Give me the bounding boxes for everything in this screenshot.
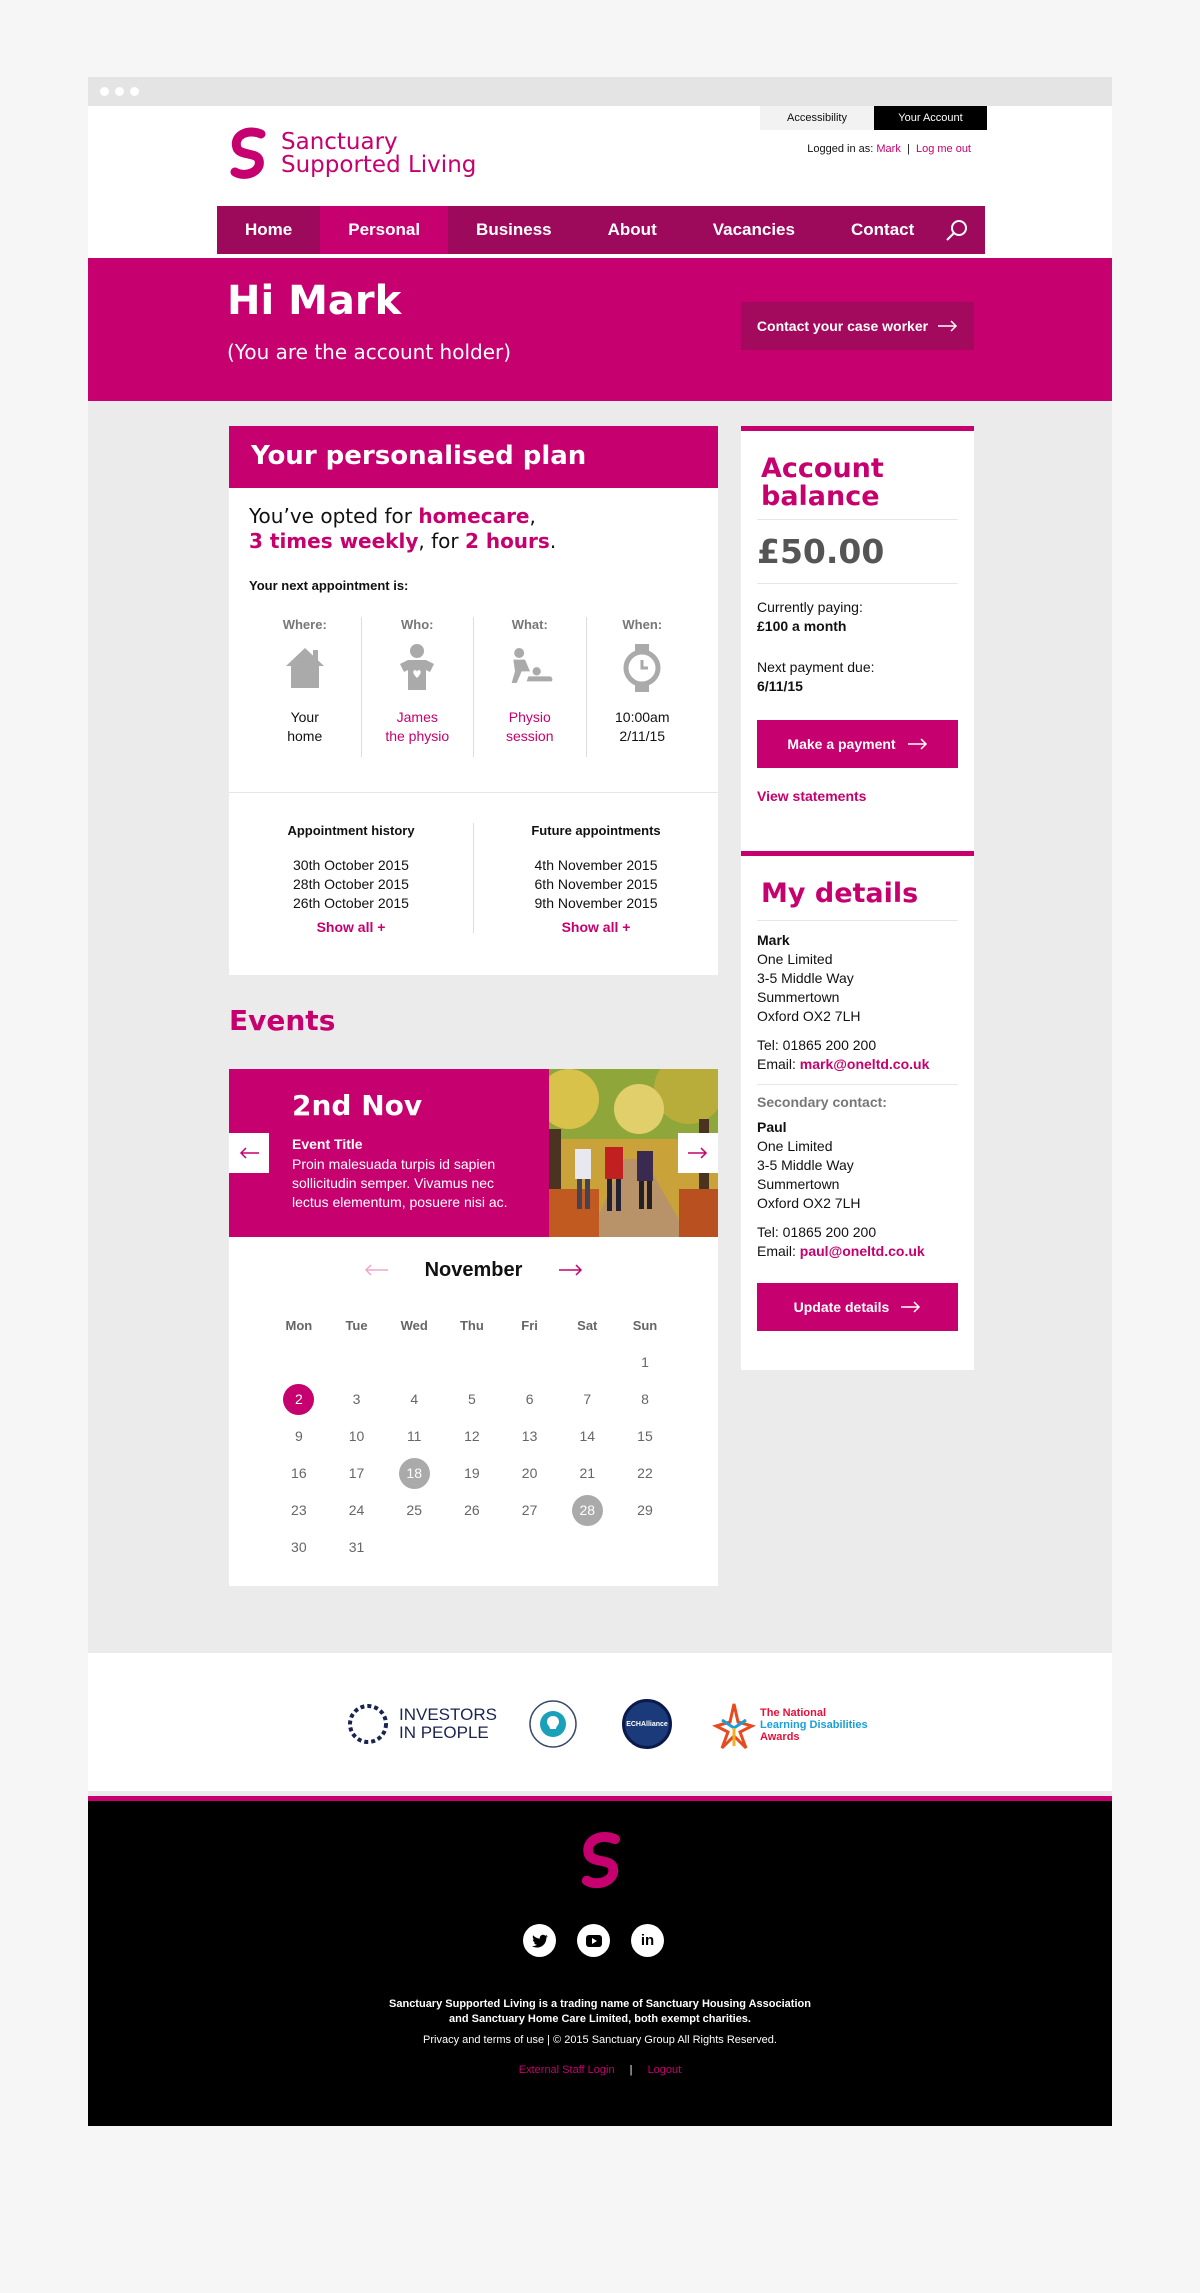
accessibility-link[interactable]: Accessibility (760, 106, 874, 130)
calendar-cell[interactable] (328, 1495, 386, 1526)
update-details-label: Update details (793, 1299, 890, 1315)
event-next-button[interactable] (678, 1133, 718, 1173)
appointment-where (249, 617, 362, 757)
currently-paying-label: Currently paying: (757, 599, 863, 615)
accreditation-logos (88, 1653, 1112, 1791)
brand-name-line1: Sanctuary (281, 129, 398, 155)
next-payment-value: 6/11/15 (757, 678, 803, 694)
event-slide (229, 1069, 718, 1237)
future-item: 4th November 2015 (534, 857, 658, 873)
when-line1: 10:00am (615, 709, 670, 725)
window-chrome (88, 77, 1112, 106)
primary-tel: Tel: 01865 200 200 (757, 1037, 877, 1053)
footer-links (88, 2064, 1112, 2076)
calendar-cell[interactable] (558, 1421, 616, 1452)
my-details-title: My details (761, 878, 919, 909)
logo[interactable] (227, 126, 476, 182)
calendar-cell[interactable] (558, 1495, 616, 1526)
calendar-day[interactable]: 28 (572, 1495, 603, 1526)
what-value[interactable] (506, 708, 553, 746)
site-footer (88, 1796, 1112, 2126)
what-label: What: (511, 617, 548, 632)
hero-banner (88, 258, 1112, 401)
calendar-day[interactable]: 6 (525, 1391, 534, 1407)
calendar-day[interactable]: 12 (464, 1428, 480, 1444)
nlda-line1: The National (760, 1707, 827, 1719)
calendar-cell[interactable] (501, 1495, 559, 1526)
primary-email (741, 1055, 974, 1074)
when-line2: 2/11/15 (619, 728, 666, 744)
laurel-icon (345, 1702, 391, 1746)
where-line1: Your (290, 709, 319, 725)
external-staff-login-link[interactable]: External Staff Login (518, 2064, 615, 2076)
utility-links (760, 106, 987, 130)
calendar-day[interactable]: 26 (464, 1502, 480, 1518)
history-item: 28th October 2015 (293, 876, 409, 892)
plus-icon: + (622, 919, 631, 935)
show-all-label: Show all (316, 919, 374, 935)
arrow-right-icon (938, 320, 958, 332)
email-label: Email: (757, 1243, 800, 1259)
star-figure-icon (712, 1700, 756, 1750)
main-nav (217, 206, 985, 254)
brand-name-line2: Supported Living (281, 152, 477, 178)
carer-icon (392, 642, 442, 694)
footer-logo-icon[interactable] (578, 1830, 626, 1892)
iip-line2: IN PEOPLE (399, 1723, 489, 1742)
event-description: Proin malesuada turpis id sapien sollicitudin semper. Vivamus nec lectus elementum, posuere nisi ac. (292, 1156, 508, 1210)
calendar-cell[interactable] (616, 1384, 674, 1415)
weekday-label: Tue (345, 1318, 368, 1333)
calendar-cell[interactable] (616, 1421, 674, 1452)
title-line2: balance (761, 481, 880, 512)
login-status (807, 143, 971, 155)
watch-icon (617, 642, 667, 694)
calendar-cell[interactable] (328, 1421, 386, 1452)
weekday-label: Thu (459, 1318, 484, 1333)
logged-in-label: Logged in as: (807, 143, 874, 155)
calendar-day[interactable]: 30 (291, 1539, 307, 1555)
account-balance-card (741, 426, 974, 896)
calendar-day[interactable]: 21 (579, 1465, 596, 1481)
calendar-cell[interactable] (558, 1384, 616, 1415)
site-header (88, 106, 1112, 258)
your-account-link[interactable]: Your Account (874, 106, 987, 130)
arrow-left-icon (239, 1147, 259, 1159)
nav-contact[interactable]: Contact (850, 220, 915, 239)
calendar-grid (270, 1307, 674, 1566)
footer-copyright[interactable]: Privacy and terms of use | © 2015 Sanctuary Group All Rights Reserved. (423, 2034, 777, 2046)
contact-case-worker-label: Contact your case worker (756, 318, 929, 334)
iip-line1: INVESTORS (399, 1705, 497, 1724)
weekday-label: Wed (400, 1318, 428, 1333)
plan-duration: 2 hours (464, 529, 550, 553)
where-value (287, 708, 322, 746)
calendar-day[interactable]: 4 (410, 1391, 419, 1407)
youtube-icon[interactable] (577, 1924, 610, 1957)
weekday-label: Mon (285, 1318, 313, 1333)
nlda-line2: Learning Disabilities (760, 1719, 868, 1731)
address-line: Summertown (757, 989, 840, 1005)
calendar-cell[interactable] (558, 1458, 616, 1489)
calendar-day[interactable]: 11 (406, 1428, 422, 1444)
calendar-day[interactable]: 20 (521, 1465, 538, 1481)
calendar-cell[interactable] (270, 1532, 328, 1563)
calendar-cell[interactable] (270, 1421, 328, 1452)
calendar-day[interactable]: 27 (521, 1502, 538, 1518)
footer-legal (88, 1997, 1112, 2027)
email-label: Email: (757, 1056, 800, 1072)
next-payment-label: Next payment due: (757, 659, 875, 675)
calendar-cell[interactable] (385, 1384, 443, 1415)
social-links (523, 1924, 664, 1957)
calendar-day[interactable]: 22 (637, 1465, 653, 1481)
who-value[interactable] (385, 708, 449, 746)
window-dot (115, 87, 124, 96)
who-line1: James (396, 709, 438, 725)
secondary-email-link[interactable]: paul@oneltd.co.uk (799, 1243, 925, 1259)
future-show-all-link[interactable] (474, 919, 718, 935)
plan-service: homecare (418, 504, 530, 528)
arrow-right-icon (688, 1147, 708, 1159)
nav-business[interactable]: Business (476, 220, 552, 239)
history-item: 26th October 2015 (293, 895, 409, 911)
address-line: 3-5 Middle Way (757, 1157, 854, 1173)
event-date: 2nd Nov (292, 1089, 423, 1122)
nav-vacancies[interactable]: Vacancies (712, 220, 795, 239)
calendar-cell[interactable] (270, 1458, 328, 1489)
calendar-week (270, 1418, 674, 1455)
secondary-tel: Tel: 01865 200 200 (757, 1224, 877, 1240)
primary-name: Mark (757, 932, 790, 948)
calendar-cell[interactable] (270, 1495, 328, 1526)
arrow-right-icon (901, 1301, 921, 1313)
secondary-contact-label: Secondary contact: (757, 1094, 887, 1110)
calendar-day[interactable]: 18 (399, 1458, 430, 1489)
calendar-cell[interactable] (443, 1421, 501, 1452)
contact-case-worker-button[interactable] (741, 302, 974, 350)
calendar-day[interactable]: 9 (294, 1428, 303, 1444)
calendar-day[interactable]: 23 (291, 1502, 307, 1518)
address-line: Oxford OX2 7LH (757, 1008, 861, 1024)
search-icon[interactable] (945, 218, 969, 242)
calendar-day[interactable]: 31 (348, 1539, 365, 1555)
primary-email-link[interactable]: mark@oneltd.co.uk (799, 1056, 930, 1072)
my-details-card (741, 851, 974, 1370)
twitter-icon[interactable] (523, 1924, 556, 1957)
history-show-all-link[interactable] (229, 919, 473, 935)
calendar-day[interactable]: 17 (348, 1465, 365, 1481)
legal-line1: Sanctuary Supported Living is a trading name of Sanctuary Housing Association (389, 1998, 811, 2010)
account-holder-note: (You are the account holder) (227, 340, 512, 364)
calendar-day[interactable]: 8 (641, 1391, 649, 1407)
calendar-day[interactable]: 24 (348, 1502, 365, 1518)
balance-amount: £50.00 (757, 532, 885, 571)
echalliance-label: ECHAlliance (626, 1720, 668, 1728)
plan-for-text: , for (418, 529, 465, 553)
history-title: Appointment history (287, 823, 415, 838)
future-appointments (474, 823, 718, 933)
calendar-cell[interactable] (385, 1421, 443, 1452)
weekday-label: Sun (632, 1318, 658, 1333)
plus-icon: + (377, 919, 386, 935)
calendar-cell[interactable] (385, 1495, 443, 1526)
calendar-week (270, 1529, 674, 1566)
arrow-right-icon (908, 738, 928, 750)
nav-personal[interactable]: Personal (320, 206, 448, 254)
calendar-cell[interactable] (616, 1458, 674, 1489)
weekday-label: Fri (521, 1318, 538, 1333)
make-payment-label: Make a payment (787, 736, 896, 752)
calendar-cell[interactable] (385, 1458, 443, 1489)
appointments-lists (229, 793, 718, 933)
calendar-cell[interactable] (443, 1458, 501, 1489)
calendar-week (270, 1344, 674, 1381)
currently-paying-value: £100 a month (757, 618, 847, 634)
calendar-day[interactable]: 14 (579, 1428, 596, 1444)
plan-title: Your personalised plan (229, 426, 718, 488)
housing-innovation-award-logo (528, 1699, 578, 1749)
calendar-header (229, 1259, 718, 1282)
nlda-logo (712, 1700, 868, 1750)
calendar-cell[interactable] (501, 1384, 559, 1415)
show-all-label: Show all (561, 919, 619, 935)
plan-summary (229, 488, 718, 554)
calendar-cell[interactable] (501, 1421, 559, 1452)
calendar-cell[interactable] (443, 1495, 501, 1526)
period: . (549, 529, 557, 553)
nav-home[interactable]: Home (245, 220, 293, 239)
home-icon (280, 642, 330, 694)
events-calendar (229, 1237, 718, 1586)
who-label: Who: (401, 617, 434, 632)
linkedin-icon[interactable]: in (631, 1924, 664, 1957)
calendar-week (270, 1455, 674, 1492)
appointment-history (229, 823, 474, 933)
personalised-plan-card (229, 426, 718, 975)
calendar-day[interactable]: 3 (352, 1391, 361, 1407)
history-item: 30th October 2015 (293, 857, 409, 873)
what-line2: session (506, 728, 554, 744)
footer-logout-link[interactable]: Logout (647, 2064, 682, 2076)
nlda-line3: Awards (760, 1731, 800, 1743)
calendar-day[interactable]: 7 (583, 1391, 592, 1407)
calendar-day[interactable]: 5 (468, 1391, 476, 1407)
plan-frequency: 3 times weekly (249, 529, 419, 553)
secondary-name: Paul (757, 1119, 787, 1135)
plan-intro-text: You’ve opted for (249, 504, 419, 528)
address-line: 3-5 Middle Way (757, 970, 854, 986)
weekday-label: Sat (577, 1318, 598, 1333)
update-details-button[interactable] (757, 1283, 958, 1331)
calendar-cell[interactable] (501, 1458, 559, 1489)
calendar-cell[interactable] (328, 1384, 386, 1415)
weekday-row (270, 1307, 674, 1344)
legal-line2: and Sanctuary Home Care Limited, both exempt charities. (449, 2013, 751, 2025)
calendar-month: November (424, 1259, 523, 1281)
calendar-cell[interactable] (270, 1384, 328, 1415)
where-line2: home (287, 728, 323, 744)
future-item: 9th November 2015 (534, 895, 658, 911)
logout-link[interactable]: Log me out (915, 143, 971, 155)
calendar-day[interactable]: 25 (406, 1502, 422, 1518)
calendar-cell[interactable] (443, 1384, 501, 1415)
who-line2: the physio (385, 728, 450, 744)
next-month-icon[interactable] (559, 1264, 583, 1276)
calendar-cell[interactable] (616, 1495, 674, 1526)
calendar-day[interactable]: 1 (641, 1354, 649, 1370)
calendar-day[interactable]: 16 (291, 1465, 307, 1481)
address-line: Summertown (757, 1176, 840, 1192)
calendar-day[interactable]: 15 (637, 1428, 653, 1444)
address-line: One Limited (757, 1138, 833, 1154)
calendar-cell[interactable] (616, 1347, 674, 1378)
next-appointment-label: Your next appointment is: (249, 578, 409, 593)
user-link[interactable]: Mark (876, 143, 901, 155)
appointment-what (474, 617, 587, 757)
view-statements-link[interactable]: View statements (757, 788, 867, 804)
nav-about[interactable]: About (607, 220, 657, 239)
events-heading: Events (229, 1004, 336, 1037)
future-title: Future appointments (531, 823, 661, 838)
calendar-day[interactable]: 13 (521, 1428, 538, 1444)
address-line: Oxford OX2 7LH (757, 1195, 861, 1211)
event-prev-button[interactable] (229, 1133, 269, 1173)
divider (757, 583, 958, 584)
window-dot (100, 87, 109, 96)
account-balance-title (741, 431, 974, 511)
investors-in-people-logo (345, 1702, 497, 1746)
divider (757, 1084, 958, 1085)
browser-window (88, 77, 1112, 2126)
event-title[interactable]: Event Title (292, 1136, 363, 1152)
when-value (615, 708, 669, 746)
calendar-day[interactable]: 2 (283, 1384, 314, 1415)
title-line1: Account (761, 453, 884, 484)
prev-month-icon[interactable] (364, 1264, 388, 1276)
separator: | (629, 2064, 633, 2076)
separator: | (903, 143, 913, 155)
calendar-day[interactable]: 29 (637, 1502, 653, 1518)
calendar-day[interactable]: 19 (464, 1465, 480, 1481)
physio-icon (505, 642, 555, 694)
make-payment-button[interactable] (757, 720, 958, 768)
logo-icon (227, 126, 271, 182)
calendar-week (270, 1381, 674, 1418)
calendar-cell[interactable] (328, 1532, 386, 1563)
calendar-cell[interactable] (328, 1458, 386, 1489)
window-dot (130, 87, 139, 96)
echalliance-logo (622, 1699, 672, 1749)
comma: , (529, 504, 536, 528)
divider (757, 920, 958, 921)
calendar-week (270, 1492, 674, 1529)
when-label: When: (622, 617, 663, 632)
where-label: Where: (282, 617, 327, 632)
address-line: One Limited (757, 951, 833, 967)
calendar-day[interactable]: 10 (348, 1428, 365, 1444)
future-item: 6th November 2015 (534, 876, 658, 892)
appointment-who (362, 617, 475, 757)
appointment-when (587, 617, 699, 757)
next-appointment (249, 617, 698, 757)
secondary-email (741, 1242, 974, 1261)
greeting: Hi Mark (227, 278, 402, 324)
what-line1: Physio (508, 709, 551, 725)
